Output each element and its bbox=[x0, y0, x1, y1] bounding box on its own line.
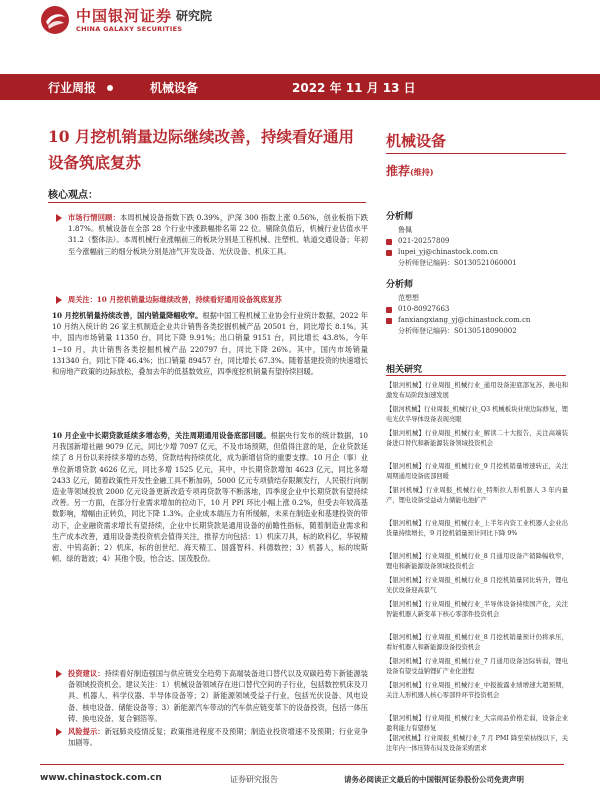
analyst-card bbox=[386, 280, 576, 337]
sidebar-industry: 机械设备 bbox=[386, 132, 447, 150]
bullet-triangle-icon bbox=[56, 214, 62, 222]
weekly-view-block bbox=[48, 294, 368, 305]
related-item[interactable]: 【银河机械】行业周报_机械行业_8 月挖机销量预计仍将承压，看好机器人和新能源设备投资机会 bbox=[386, 634, 568, 651]
band-dot-icon bbox=[107, 85, 113, 91]
rating bbox=[386, 162, 434, 179]
related-item[interactable]: 【银河机械】行业周报_机械行业_特斯拉人形机器人 3 年内量产，锂电设备受益动力储能电池扩产 bbox=[386, 487, 568, 504]
risk-text: 新冠肺炎疫情反复；政策推进程度不及预期；制造业投资增速不及预期；行业竞争加剧等。 bbox=[68, 727, 368, 748]
analyst-phone: 010-80927663 bbox=[386, 304, 576, 315]
analyst-label: 分析师 bbox=[386, 280, 414, 290]
rating-value: 推荐 bbox=[386, 164, 411, 178]
risk-label: 风险提示： bbox=[68, 727, 105, 736]
excavator-text: 根据中国工程机械工业协会行业统计数据，2022 年 10 月纳入统计的 26 家主机制造企业共计销售各类挖掘机械产品 20501 台，同比增长 8.1%。其中，国内市场销量 11350 台，同比下降 9.91%；出口销量 9151 台，同比增长 43.8%。今年 1−10 月，共计销售各类挖掘机械产品 220797 台，同比下降 26%。其中，国内市场销量 131340 台，同比下降 46.4%；出口销量 89457 台，同比增长 67.3%。随着基建投资的快速增长和房地产政策的边际放松，叠加去年的低基数效应，四季度挖机销量有望持续回暖。 bbox=[52, 311, 368, 377]
brand-name-en: CHINA GALAXY SECURITIES bbox=[76, 25, 183, 33]
related-item[interactable]: 【银河机械】行业周报_机械行业_9 月挖机销量增速转正，关注周期通用设备底部回暖 bbox=[386, 463, 568, 480]
related-item[interactable]: 【银河机械】行业周报_机械行业_7 月 PMI 降至荣枯线以下，关注年内一体压铸布局及设备采购需求 bbox=[386, 735, 568, 752]
analyst-card bbox=[386, 212, 576, 269]
report-date: 2022 年 11 月 13 日 bbox=[292, 81, 416, 95]
related-item[interactable]: 【银河机械】行业周报_机械行业_8 月通用设备产销降幅收窄，锂电和新能源设备领域投资机会 bbox=[386, 553, 568, 570]
loan-text: 根据央行发布的统计数据，10 月我国新增社融 9079 亿元，同比少增 7097 亿元，不及市场预期，但值得注意的是，企业贷款延续了 8 月份以来持续多增的态势，贷款结构持续优化，成为新增信贷的重要支撑。10 月企（事）业单位新增贷款 4626 亿元，同比多增 1525 亿元，其中，中长期贷款增加 4623 亿元，同比多增 2433 亿元，随着政策性开发性金融工具不断加码，5000 亿元专项债结存限额发行，人民银行向制造业等领域投放 2000 亿元设备更新改造专项再贷款等不断落地，四季度企业中长期贷款有望持续改善。另一方面，在部分行业需求增加的拉动下，10 月 PPI 环比小幅上涨 0.2%，但受去年较高基数影响，增幅由正转负，同比下降 1.3%。企业成本端压力有所缓解，未来在制造业和基建投资的带动下，企业融资需求增长有望持续，企业中长期贷款是通用设备的前瞻性指标，随着制造业需求和生产成本改善，通用设备类投资机会值得关注，推荐方向包括：1）机床刀具，标的欧科亿、华锐精密、中钨高新；2）机床，标的创世纪、海天精工、国盛智科、科德数控；3）机器人，标的埃斯顿、绿的谐波；4）其他个股，怡合达、国茂股份。 bbox=[52, 431, 368, 564]
analyst-email[interactable]: lupei_yj@chinastock.com.cn bbox=[386, 247, 576, 258]
analyst-label: 分析师 bbox=[386, 212, 414, 222]
market-review-block bbox=[48, 212, 368, 257]
divider bbox=[48, 202, 366, 203]
excavator-lead: 10 月挖机销量持续改善，国内销量降幅收窄。 bbox=[52, 311, 203, 320]
bullet-triangle-icon bbox=[56, 670, 62, 678]
bullet-triangle-icon bbox=[56, 296, 62, 304]
related-item[interactable]: 【银河机械】行业周报_机械行业_8 月挖机销量同比转升，锂电光伏设备迎高景气 bbox=[386, 577, 568, 594]
brand-name-cn: 中国银河证券 bbox=[76, 7, 173, 25]
risk-block bbox=[48, 726, 368, 748]
footer-url[interactable]: www.chinastock.com.cn bbox=[40, 773, 162, 783]
investment-advice-block bbox=[48, 668, 368, 724]
email-icon bbox=[386, 250, 392, 256]
analyst-email[interactable]: fanxiangxiang_yj@chinastock.com.cn bbox=[386, 315, 576, 326]
investment-advice-label: 投资建议： bbox=[68, 669, 105, 678]
divider bbox=[386, 153, 566, 154]
analyst-cert: 分析师登记编码：S0130521060001 bbox=[398, 259, 517, 267]
band-industry: 机械设备 bbox=[150, 81, 199, 95]
analyst-phone: 021-20257809 bbox=[386, 236, 576, 247]
footer-divider bbox=[40, 764, 564, 765]
related-item[interactable]: 【银河机械】行业周报_机械行业_大宗商品价格走弱，设备企业盈利能力有望修复 bbox=[386, 715, 568, 732]
related-item[interactable]: 【银河机械】行业周报_机械行业_解读二十大报告，关注高端装备进口替代和新能源装备领域投资机会 bbox=[386, 430, 568, 447]
loan-lead: 10 月企业中长期贷款延续多增态势，关注周期通用设备底部回暖。 bbox=[52, 431, 271, 440]
core-views-label: 核心观点： bbox=[48, 190, 98, 201]
loan-paragraph bbox=[48, 430, 368, 564]
email-icon bbox=[386, 318, 392, 324]
related-item[interactable]: 【银河机械】行业周报_机械行业_半导体设备持续国产化，关注智能机器人新变革下核心零部件投资机会 bbox=[386, 601, 568, 618]
related-item[interactable]: 【银河机械】行业周报_机械行业_7 月通用设备边际转弱，锂电设备有望受益钠锂矿产业化进程 bbox=[386, 658, 568, 675]
market-review-label: 市场行情回顾： bbox=[68, 213, 120, 222]
weekly-view-text: 周关注：10 月挖机销量边际继续改善，持续看好通用设备筑底复苏 bbox=[68, 295, 282, 304]
market-review-text: 本周机械设备指数下跌 0.39%，沪深 300 指数上涨 0.56%，创业板指下跌 1.87%。机械设备在全部 28 个行业中涨跌幅排名第 22 位。剔除负值后，机械行业估值水平 31.2（整体法）。本周机械行业涨幅前三的板块分别是工程机械、注塑机、轨道交通设备；年初至今涨幅前三的细分板块分别是油气开发设备、光伏设备、机床工具。 bbox=[68, 213, 368, 256]
investment-advice-text: 持续看好制造强国与供应链安全趋势下高端装备进口替代以及双碳趋势下新能源装备领域投资机会。建议关注：1）机械设备领域存在进口替代空间的子行业，包括数控机床及刀具、机器人、科学仪器、半导体设备等；2）新能源领域受益子行业，包括光伏设备、风电设备、核电设备、储能设备等；3）新能源汽车带动的汽车供应链变革下的设备投资，包括一体压铸、换电设备、复合铜箔等。 bbox=[68, 669, 368, 723]
footer-disclaimer: 请务必阅读正文最后的中国银河证券股份公司免责声明 bbox=[344, 775, 524, 784]
analyst-name: 鲁佩 bbox=[398, 226, 412, 234]
institute-label: 研究院 bbox=[176, 9, 213, 23]
related-item[interactable]: 【银河机械】行业周报_机械行业_Q3 机械板块业绩边际修复，锂电光伏半导体设备表现亮眼 bbox=[386, 406, 568, 423]
report-title: 10 月挖机销量边际继续改善，持续看好通用设备筑底复苏 bbox=[48, 127, 354, 172]
footer-report-label: 证券研究报告 bbox=[230, 775, 278, 784]
phone-icon bbox=[386, 239, 392, 245]
related-item[interactable]: 【银河机械】行业周报_机械行业_通用设备迎底部复苏，换电和激发布局阶段加速发展 bbox=[386, 382, 568, 399]
report-header bbox=[0, 0, 600, 40]
analyst-name: 范想想 bbox=[398, 294, 419, 302]
bullet-triangle-icon bbox=[56, 728, 62, 736]
phone-icon bbox=[386, 307, 392, 313]
rating-note: (维持) bbox=[410, 167, 434, 177]
excavator-paragraph bbox=[48, 310, 368, 377]
related-item[interactable]: 【银河机械】行业周报_机械行业_中报披露业绩增速大超预期，关注人形机器人核心零部件环节投资机会 bbox=[386, 682, 568, 699]
related-item[interactable]: 【银河机械】行业周报_机械行业_上半年内资工业机器人企业出货量持续增长，9 月挖机销量预计同比下降 9% bbox=[386, 520, 568, 537]
analyst-cert: 分析师登记编码：S0130518090002 bbox=[398, 327, 517, 335]
related-research-title: 相关研究 bbox=[386, 365, 423, 375]
galaxy-logo-icon bbox=[40, 5, 70, 35]
report-type: 行业周报 bbox=[48, 81, 97, 95]
divider bbox=[386, 375, 566, 376]
